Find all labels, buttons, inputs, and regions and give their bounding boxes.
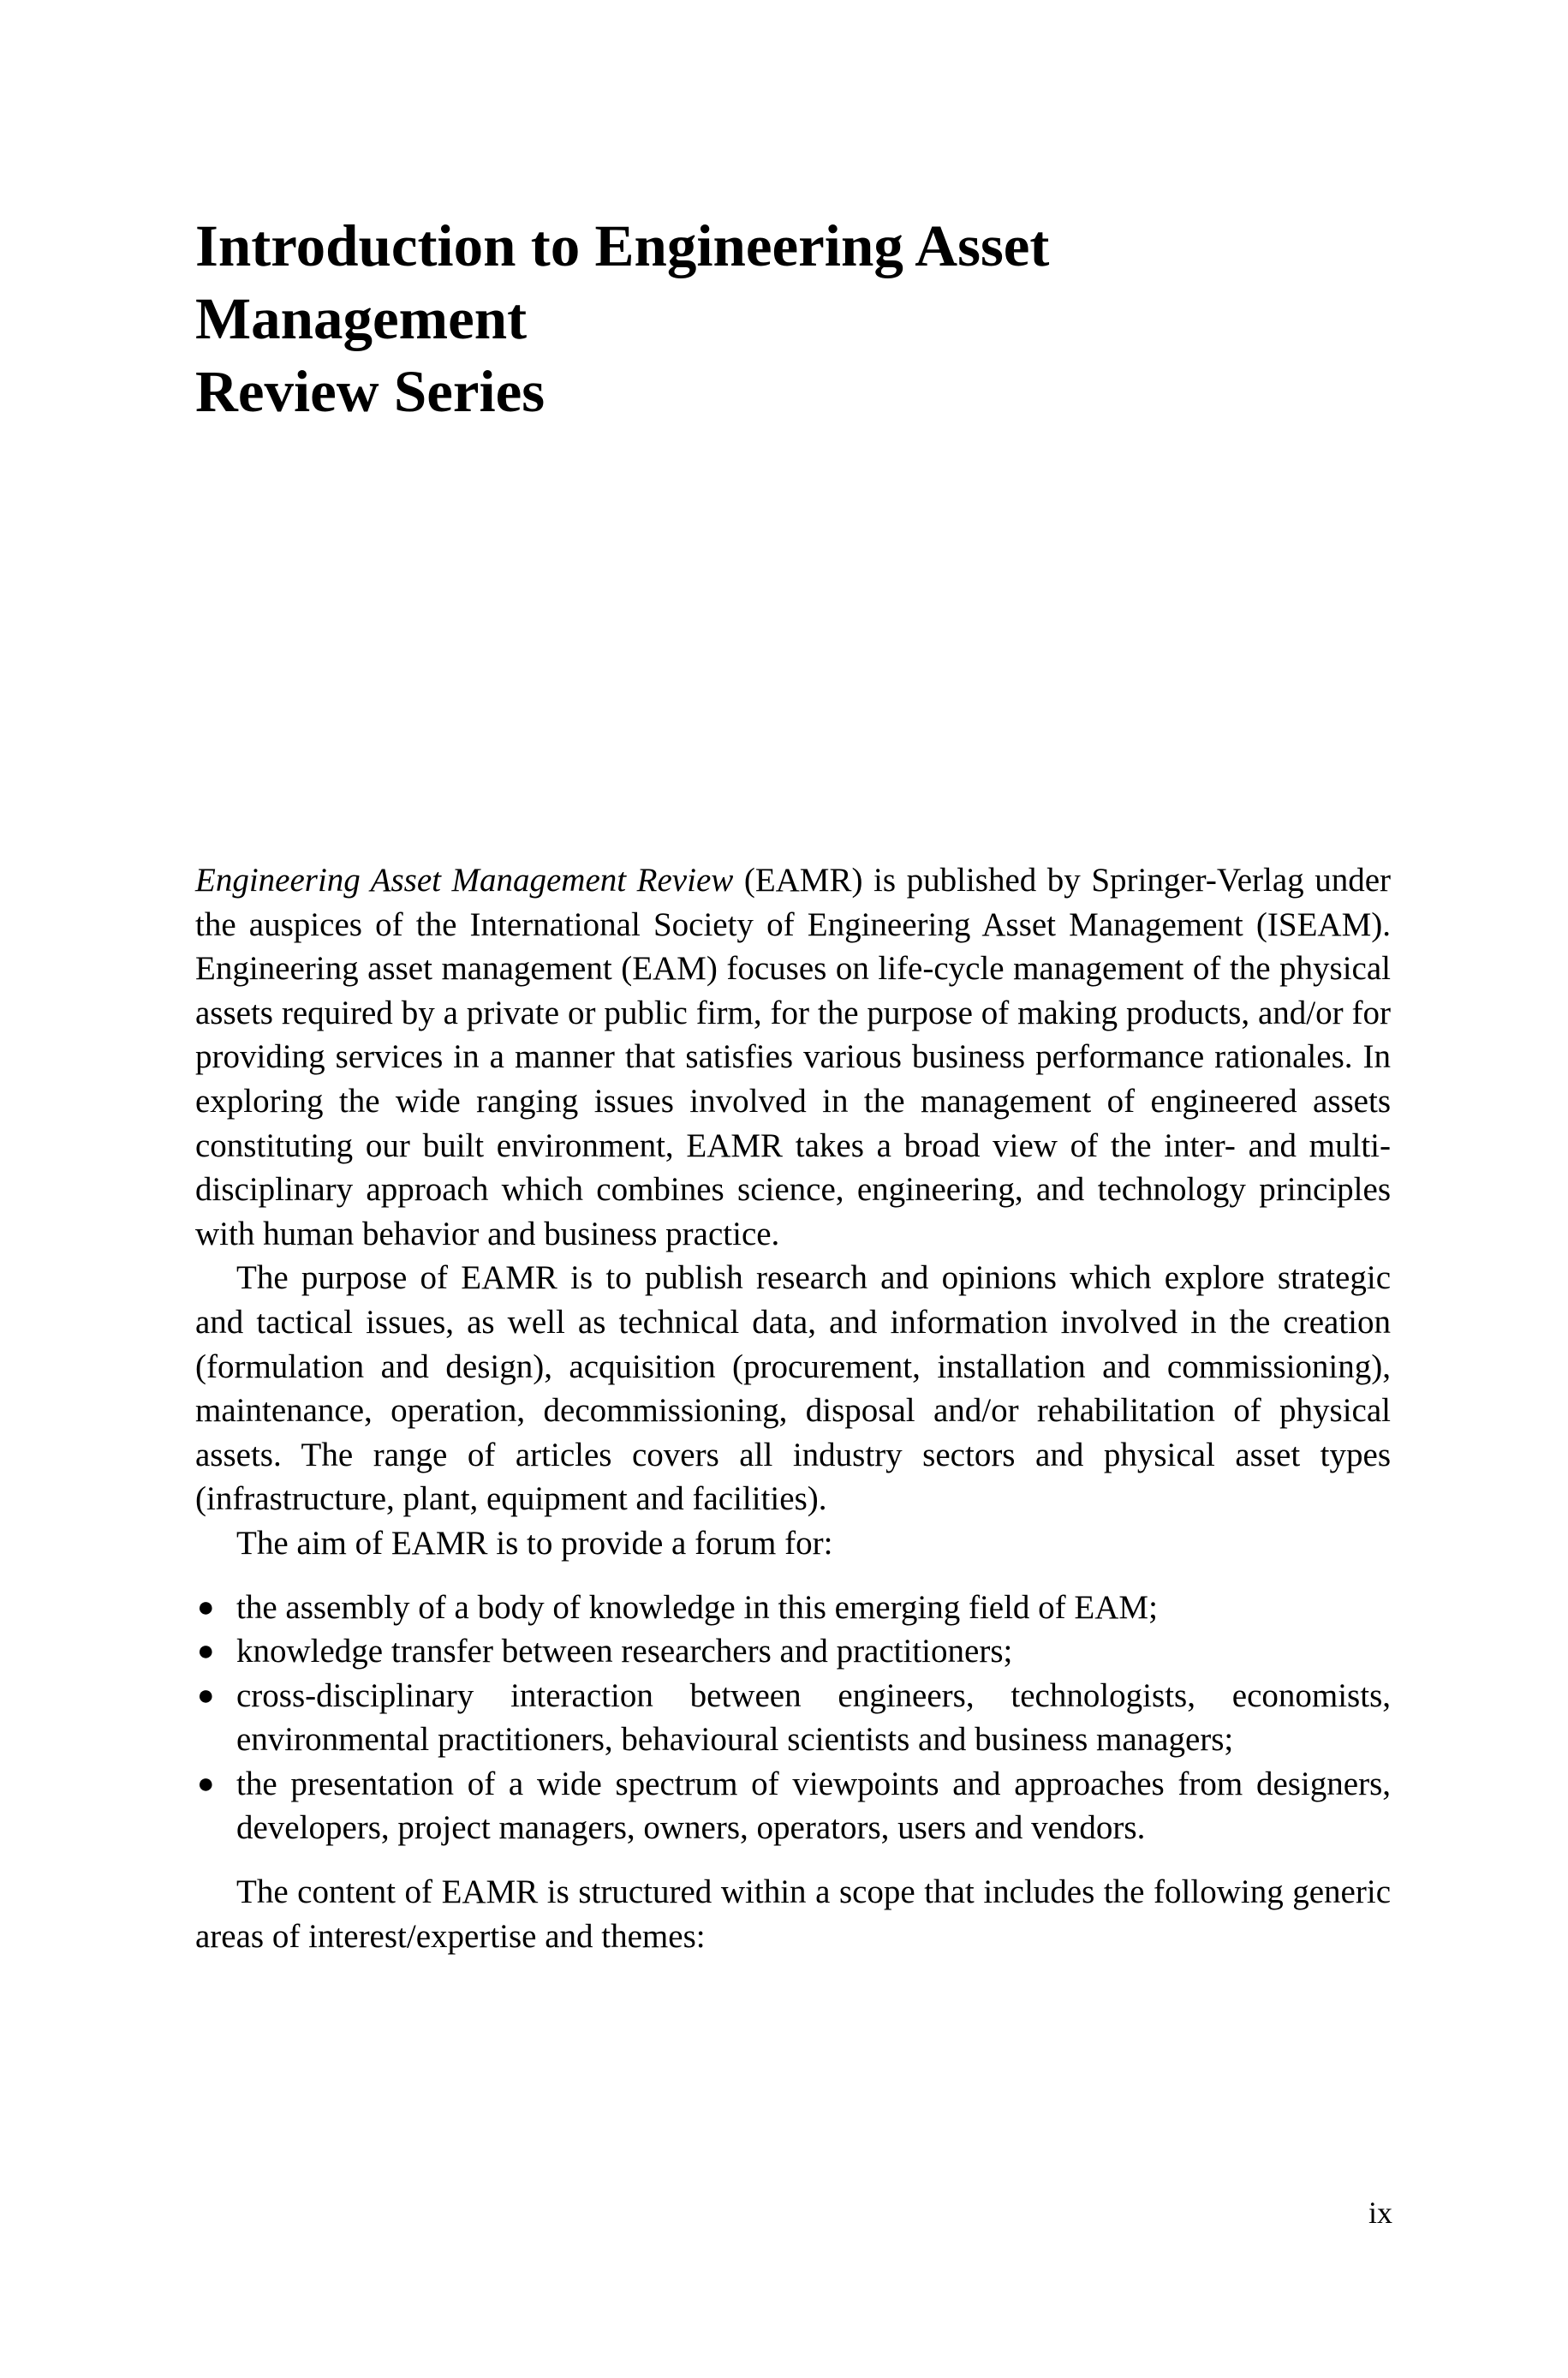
list-item-text: knowledge transfer between researchers and practitioners;: [236, 1633, 1013, 1670]
chapter-title-line-1: Introduction to Engineering Asset Management: [195, 213, 1050, 351]
paragraph-intro-text: (EAMR) is published by Springer-Verlag under the auspices of the International Society of Engineering Asset Management (ISEAM). Engineering asset management (EAM) focuses on life-cycle management of the physical assets required by a private or public firm, for the purpose of making products, and/or for providing services in a manner that satisfies various business performance rationales. In exploring the wide ranging issues involved in the management of engineered assets constituting our built environment, EAMR takes a broad view of the inter- and multi-disciplinary approach which combines science, engineering, and technology principles with human behavior and business practice.: [195, 862, 1392, 1252]
list-item-text: the presentation of a wide spectrum of viewpoints and approaches from designers, developers, project managers, owners, operators, users and vendors.: [236, 1765, 1391, 1847]
list-item: [195, 1629, 1391, 1674]
paragraph-purpose: The purpose of EAMR is to publish research and opinions which explore strategic and tactical issues, as well as technical data, and information involved in the creation (formulation and design), acquisition (procurement, installation and commissioning), maintenance, operation, decommissioning, disposal and/or rehabilitation of physical assets. The range of articles covers all industry sectors and physical asset types (infrastructure, plant, equipment and facilities).: [195, 1259, 1391, 1518]
bullet-icon: ●: [197, 1591, 215, 1623]
paragraph-aim: The aim of EAMR is to provide a forum for:: [236, 1524, 833, 1562]
list-item-text: the assembly of a body of knowledge in this emerging field of EAM;: [236, 1588, 1158, 1626]
list-item: [195, 1762, 1391, 1850]
chapter-heading-block: [195, 210, 1391, 428]
paragraph-scope: The content of EAMR is structured within a scope that includes the following generic areas of interest/expertise and themes:: [195, 1873, 1391, 1955]
body-text: [195, 858, 1391, 1958]
journal-name-italic: Engineering Asset Management Review: [195, 862, 734, 899]
page-number: ix: [1368, 2196, 1392, 2230]
chapter-title: [195, 210, 1391, 428]
bullet-icon: ●: [197, 1635, 215, 1668]
bullet-icon: ●: [197, 1767, 215, 1800]
paragraph-intro: [195, 858, 1391, 1256]
chapter-title-line-2: Review Series: [195, 359, 546, 424]
list-item: [195, 1674, 1391, 1762]
list-item-text: cross-disciplinary interaction between engineers, technologists, economists, environmental practitioners, behavioural scientists and business managers;: [236, 1676, 1391, 1759]
aim-bullet-list: [195, 1586, 1391, 1851]
list-item: [195, 1586, 1391, 1630]
bullet-icon: ●: [197, 1679, 215, 1712]
